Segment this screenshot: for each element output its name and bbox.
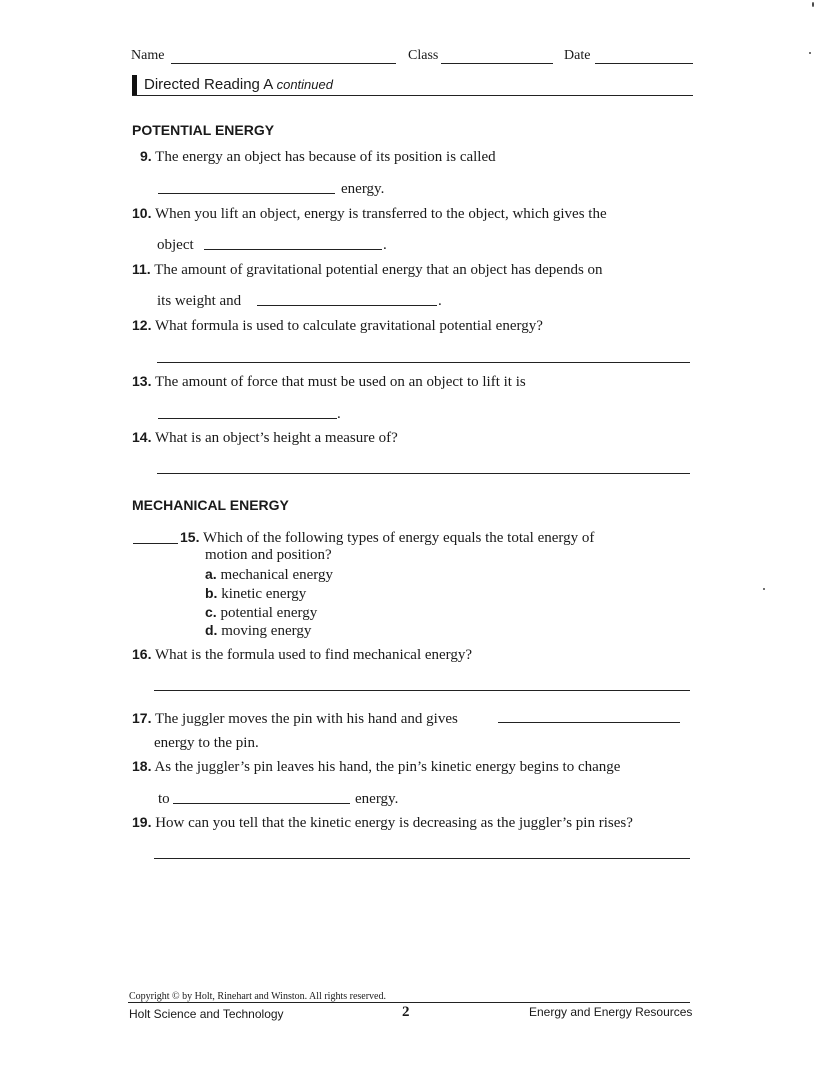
section-suffix: continued <box>276 77 333 92</box>
footer-rule <box>128 1002 690 1003</box>
answer-blank-10[interactable] <box>204 249 382 250</box>
option-text: mechanical energy <box>220 567 334 583</box>
question-10-suffix: . <box>383 237 387 253</box>
section-rule <box>132 95 693 96</box>
question-text: The amount of force that must be used on an object to lift it is <box>154 374 526 390</box>
book-title: Energy and Energy Resources <box>529 1005 693 1019</box>
question-number: 9. <box>140 148 152 164</box>
answer-line-14[interactable] <box>157 473 690 474</box>
answer-blank-17[interactable] <box>498 722 680 723</box>
potential-heading: POTENTIAL ENERGY <box>132 122 275 138</box>
question-text: What formula is used to calculate gravitational potential energy? <box>154 318 543 334</box>
question-11 <box>132 261 603 279</box>
question-11-suffix: . <box>438 293 442 309</box>
copyright-text: Copyright © by Holt, Rinehart and Winston. All rights reserved. <box>129 991 386 1002</box>
question-9-suffix: energy. <box>341 181 385 197</box>
question-11-prefix: its weight and <box>157 293 242 309</box>
section-bar <box>132 75 137 96</box>
question-text: As the juggler’s pin leaves his hand, the pin’s kinetic energy begins to change <box>154 759 621 775</box>
answer-line-16[interactable] <box>154 690 690 691</box>
name-label: Name <box>131 48 165 63</box>
answer-blank-15[interactable] <box>133 543 178 544</box>
option-d[interactable] <box>205 622 311 640</box>
class-field[interactable] <box>441 63 553 64</box>
date-label: Date <box>564 48 591 63</box>
page-number: 2 <box>402 1004 410 1020</box>
option-c[interactable] <box>205 604 317 622</box>
question-number: 17. <box>132 710 152 726</box>
answer-blank-18[interactable] <box>173 803 350 804</box>
question-number: 19. <box>132 814 152 830</box>
question-number: 14. <box>132 429 152 445</box>
question-text: The juggler moves the pin with his hand and gives <box>154 711 458 727</box>
question-number: 10. <box>132 205 152 221</box>
option-text: moving energy <box>221 623 312 639</box>
question-19 <box>132 814 633 832</box>
question-text: How can you tell that the kinetic energy is decreasing as the juggler’s pin rises? <box>155 815 633 831</box>
option-letter: a. <box>205 566 217 582</box>
option-b[interactable] <box>205 585 306 603</box>
question-18-suffix: energy. <box>355 791 399 807</box>
question-10-prefix: object <box>157 237 194 253</box>
question-text: What is the formula used to find mechanical energy? <box>154 647 473 663</box>
question-16 <box>132 646 472 664</box>
scan-speck <box>812 2 814 7</box>
section-title-wrap <box>144 76 333 93</box>
question-17 <box>132 710 458 728</box>
name-field[interactable] <box>171 63 396 64</box>
question-17-line2: energy to the pin. <box>154 735 259 751</box>
question-12 <box>132 317 543 335</box>
question-number: 16. <box>132 646 152 662</box>
answer-blank-11[interactable] <box>257 305 437 306</box>
option-a[interactable] <box>205 566 333 584</box>
question-number: 15. <box>180 529 200 545</box>
option-text: potential energy <box>220 605 318 621</box>
option-letter: b. <box>205 585 218 601</box>
question-13 <box>132 373 526 391</box>
scan-speck <box>763 588 765 590</box>
option-letter: d. <box>205 622 218 638</box>
question-text: When you lift an object, energy is transferred to the object, which gives the <box>154 206 607 222</box>
publisher-text: Holt Science and Technology <box>129 1007 284 1021</box>
question-text: Which of the following types of energy equals the total energy of <box>202 530 595 546</box>
question-13-suffix: . <box>337 406 341 422</box>
class-label: Class <box>408 48 439 63</box>
scan-speck <box>809 52 811 54</box>
option-letter: c. <box>205 604 217 620</box>
question-text: The energy an object has because of its position is called <box>155 149 496 165</box>
answer-line-12[interactable] <box>157 362 690 363</box>
question-number: 18. <box>132 758 152 774</box>
question-number: 12. <box>132 317 152 333</box>
section-title: Directed Reading A <box>144 76 273 93</box>
question-15-line1 <box>180 529 594 547</box>
question-number: 13. <box>132 373 152 389</box>
mechanical-heading: MECHANICAL ENERGY <box>132 497 289 513</box>
question-text: The amount of gravitational potential energy that an object has depends on <box>154 262 603 278</box>
option-text: kinetic energy <box>221 586 307 602</box>
answer-blank-13[interactable] <box>158 418 337 419</box>
question-10 <box>132 205 607 223</box>
question-number: 11. <box>132 261 151 277</box>
question-9 <box>140 148 496 166</box>
question-18 <box>132 758 620 776</box>
date-field[interactable] <box>595 63 693 64</box>
answer-blank-9[interactable] <box>158 193 335 194</box>
question-15-line2: motion and position? <box>205 547 332 563</box>
question-14 <box>132 429 398 447</box>
question-18-prefix: to <box>158 791 170 807</box>
answer-line-19[interactable] <box>154 858 690 859</box>
question-text: What is an object’s height a measure of? <box>154 430 398 446</box>
